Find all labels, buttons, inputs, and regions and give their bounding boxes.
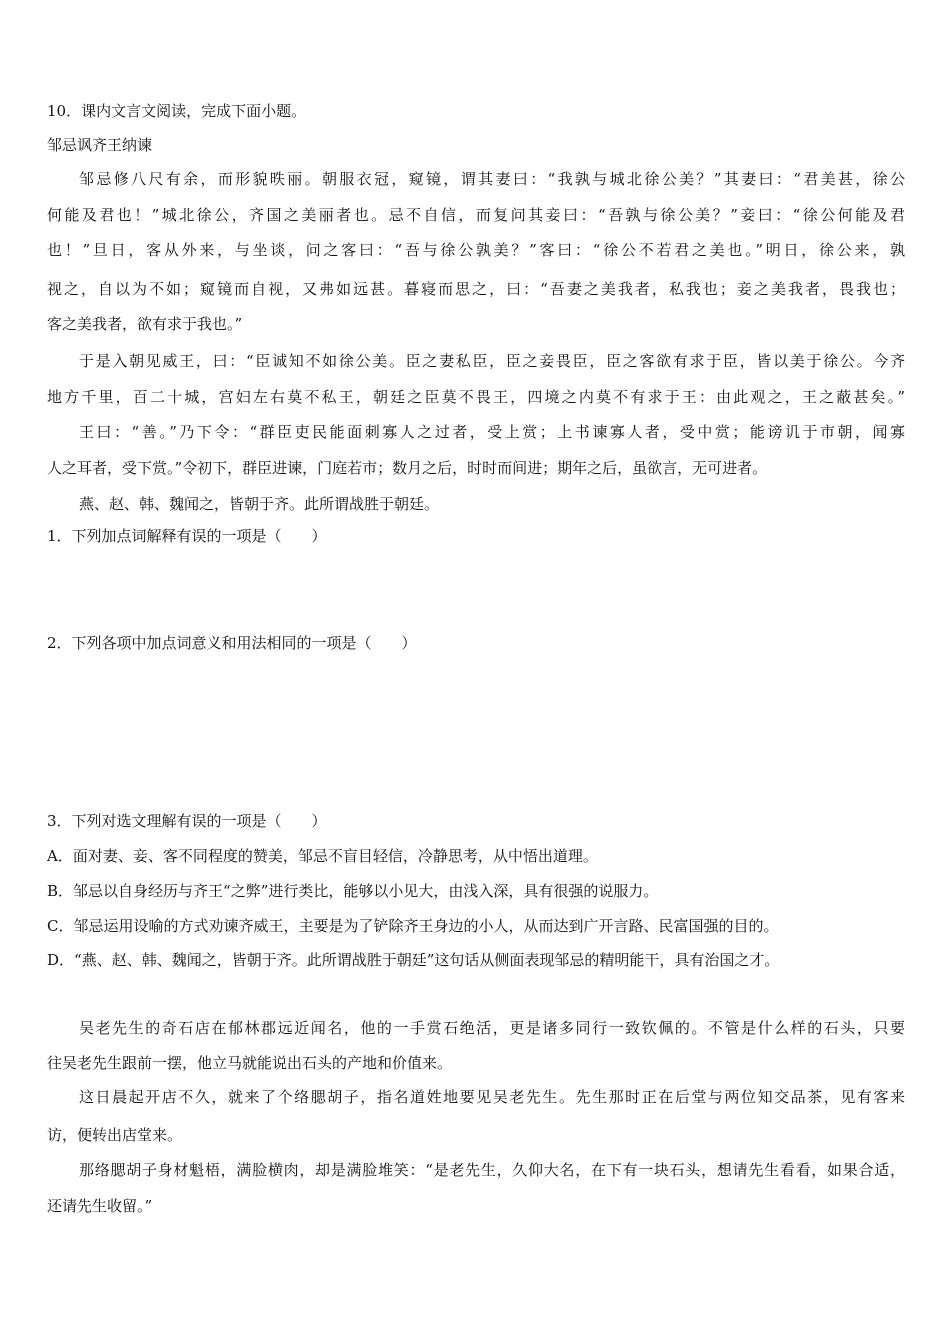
passage-line: 那络腮胡子身材魁梧，满脸横肉，却是满脸堆笑：“是老先生，久仰大名，在下有一块石头，想请先生看看，如果合适， [79, 1161, 905, 1179]
passage-line: 视之，自以为不如；窥镜而自视，又弗如远甚。暮寝而思之，曰：“吾妻之美我者，私我也；妾之美我者，畏我也； [47, 280, 905, 298]
passage-line: 客之美我者，欲有求于我也。” [47, 315, 243, 333]
q10-heading: 10．课内文言文阅读，完成下面小题。 [47, 102, 307, 120]
passage-line: 吴老先生的奇石店在郁林郡远近闻名，他的一手赏石绝活，更是诸多同行一致钦佩的。不管是什么样的石头，只要 [79, 1019, 905, 1037]
sub3-option-b[interactable]: B．邹忌以自身经历与齐王“之弊”进行类比，能够以小见大，由浅入深，具有很强的说服力。 [47, 882, 659, 900]
sub3-option-a[interactable]: A．面对妻、妾、客不同程度的赞美，邹忌不盲目轻信，冷静思考，从中悟出道理。 [47, 847, 598, 865]
sub3-stem: 3．下列对选文理解有误的一项是（ ） [47, 812, 327, 830]
passage-line: 地方千里，百二十城，宫妇左右莫不私王，朝廷之臣莫不畏王，四境之内莫不有求于王：由此观之，王之蔽甚矣。” [47, 388, 905, 406]
passage-line: 这日晨起开店不久，就来了个络腮胡子，指名道姓地要见吴老先生。先生那时正在后堂与两位知交品茶，见有客来 [79, 1088, 905, 1106]
sub3-option-d[interactable]: D．“燕、赵、韩、魏闻之，皆朝于齐。此所谓战胜于朝廷”这句话从侧面表现邹忌的精明能干，具有治国之才。 [47, 951, 780, 969]
passage-line: 邹忌修八尺有余，而形貌昳丽。朝服衣冠，窥镜，谓其妻曰：“我孰与城北徐公美？”其妻曰：“君美甚，徐公 [79, 170, 905, 188]
passage-line: 还请先生收留。” [47, 1197, 153, 1215]
passage-line: 访，便转出店堂来。 [47, 1126, 183, 1144]
passage-line: 于是入朝见威王，曰：“臣诚知不如徐公美。臣之妻私臣，臣之妾畏臣，臣之客欲有求于臣，皆以美于徐公。今齐 [79, 352, 905, 370]
passage-line: 人之耳者，受下赏。”令初下，群臣进谏，门庭若市；数月之后，时时而间进；期年之后，虽欲言，无可进者。 [47, 459, 768, 477]
sub2-stem: 2．下列各项中加点词意义和用法相同的一项是（ ） [47, 634, 417, 652]
passage-title: 邹忌讽齐王纳谏 [47, 136, 153, 154]
passage-line: 往吴老先生跟前一摆，他立马就能说出石头的产地和价值来。 [47, 1054, 453, 1072]
sub1-stem: 1．下列加点词解释有误的一项是（ ） [47, 527, 327, 545]
passage-line: 何能及君也！”城北徐公，齐国之美丽者也。忌不自信，而复问其妾曰：“吾孰与徐公美？”妾曰：“徐公何能及君 [47, 206, 905, 224]
passage-line: 燕、赵、韩、魏闻之，皆朝于齐。此所谓战胜于朝廷。 [79, 495, 440, 513]
sub3-option-c[interactable]: C．邹忌运用设喻的方式劝谏齐威王，主要是为了铲除齐王身边的小人，从而达到广开言路、民富国强的目的。 [47, 917, 779, 935]
passage-line: 也！”旦日，客从外来，与坐谈，问之客曰：“吾与徐公孰美？”客曰：“徐公不若君之美也。”明日，徐公来，孰 [47, 241, 905, 259]
passage-line: 王曰：“善。”乃下令：“群臣吏民能面刺寡人之过者，受上赏；上书谏寡人者，受中赏；能谤讥于市朝，闻寡 [79, 423, 905, 441]
